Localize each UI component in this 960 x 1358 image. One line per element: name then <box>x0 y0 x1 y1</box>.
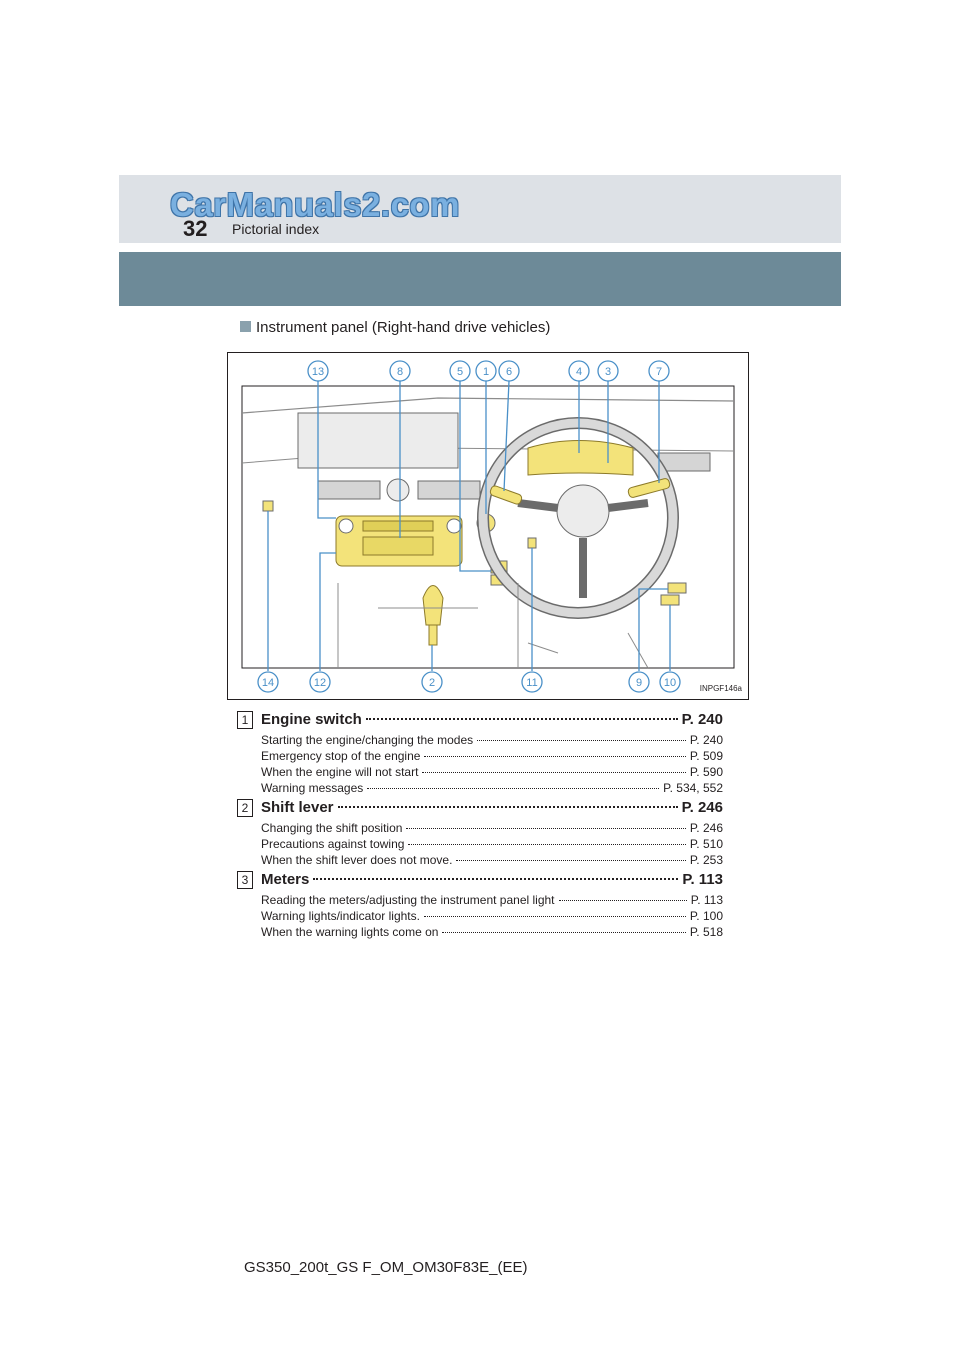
section-title: Instrument panel (Right-hand drive vehicles) <box>256 319 551 336</box>
callout-number: 7 <box>655 366 663 378</box>
sub-entry <box>261 821 723 837</box>
dashboard-illustration <box>228 353 748 699</box>
entry-title: Engine switch <box>261 711 362 728</box>
sub-entry-text: Emergency stop of the engine <box>261 749 421 763</box>
sub-entry-page-link[interactable]: P. 518 <box>689 925 723 939</box>
sub-entry-text: Warning lights/indicator lights. <box>261 909 420 923</box>
sub-entry-text: Changing the shift position <box>261 821 403 835</box>
sub-entry-text: Warning messages <box>261 781 364 795</box>
callout-number: 2 <box>428 677 436 689</box>
callout-number: 12 <box>313 677 327 689</box>
entry-number: 1 <box>237 711 253 729</box>
callout-number: 14 <box>261 677 275 689</box>
entry-title: Meters <box>261 871 310 888</box>
figure-code: INPGF146a <box>699 684 742 693</box>
callout-number: 11 <box>526 677 538 689</box>
instrument-panel-figure <box>227 352 749 700</box>
sub-entry-page-link[interactable]: P. 509 <box>689 749 723 763</box>
callout-number: 9 <box>635 677 643 689</box>
page-number: 32 <box>183 216 208 241</box>
callout-number: 10 <box>663 677 677 689</box>
sub-entry-text: When the shift lever does not move. <box>261 853 453 867</box>
entry-page-link[interactable]: P. 240 <box>681 711 723 728</box>
callout-number: 13 <box>311 366 325 378</box>
callout-number: 4 <box>575 366 583 378</box>
sub-entry <box>261 765 723 781</box>
entry-number: 3 <box>237 871 253 889</box>
entry-number: 2 <box>237 799 253 817</box>
section-square-icon <box>240 321 251 332</box>
sub-entry-page-link[interactable]: P. 534, 552 <box>663 781 723 795</box>
index-entry <box>237 871 723 939</box>
callout-number: 1 <box>482 366 490 378</box>
index-entry <box>237 799 723 867</box>
sub-entry-page-link[interactable]: P. 510 <box>689 837 723 851</box>
sub-entry <box>261 749 723 765</box>
sub-entry <box>261 925 723 941</box>
sub-entry <box>261 781 723 797</box>
entry-main-row <box>261 799 723 816</box>
page-title: Pictorial index <box>232 221 320 237</box>
callout-number: 3 <box>604 366 612 378</box>
sub-entry <box>261 909 723 925</box>
entry-title: Shift lever <box>261 799 334 816</box>
entry-main-row <box>261 711 723 728</box>
sub-entry <box>261 853 723 869</box>
sub-entry-page-link[interactable]: P. 253 <box>689 853 723 867</box>
sub-entry-text: Reading the meters/adjusting the instrument panel light <box>261 893 555 907</box>
sub-entry-text: When the warning lights come on <box>261 925 439 939</box>
sub-entry-page-link[interactable]: P. 100 <box>689 909 723 923</box>
sub-entry-page-link[interactable]: P. 113 <box>690 893 723 907</box>
callout-number: 6 <box>505 366 513 378</box>
sub-entry-page-link[interactable]: P. 240 <box>689 733 723 747</box>
header-color-band <box>119 252 841 306</box>
sub-entry-page-link[interactable]: P. 590 <box>689 765 723 779</box>
footer-doc-code: GS350_200t_GS F_OM_OM30F83E_(EE) <box>244 1259 528 1276</box>
index-entry <box>237 711 723 795</box>
watermark-logo: CarManuals2.com <box>170 186 460 223</box>
sub-entry-text: When the engine will not start <box>261 765 419 779</box>
entry-main-row <box>261 871 723 888</box>
sub-entry <box>261 837 723 853</box>
sub-entry-page-link[interactable]: P. 246 <box>689 821 723 835</box>
callout-number: 5 <box>456 366 464 378</box>
entry-page-link[interactable]: P. 113 <box>682 871 723 888</box>
sub-entry <box>261 893 723 909</box>
sub-entry-text: Starting the engine/changing the modes <box>261 733 474 747</box>
sub-entry-text: Precautions against towing <box>261 837 405 851</box>
section-heading <box>240 319 550 336</box>
entry-page-link[interactable]: P. 246 <box>681 799 723 816</box>
callout-number: 8 <box>396 366 404 378</box>
sub-entry <box>261 733 723 749</box>
